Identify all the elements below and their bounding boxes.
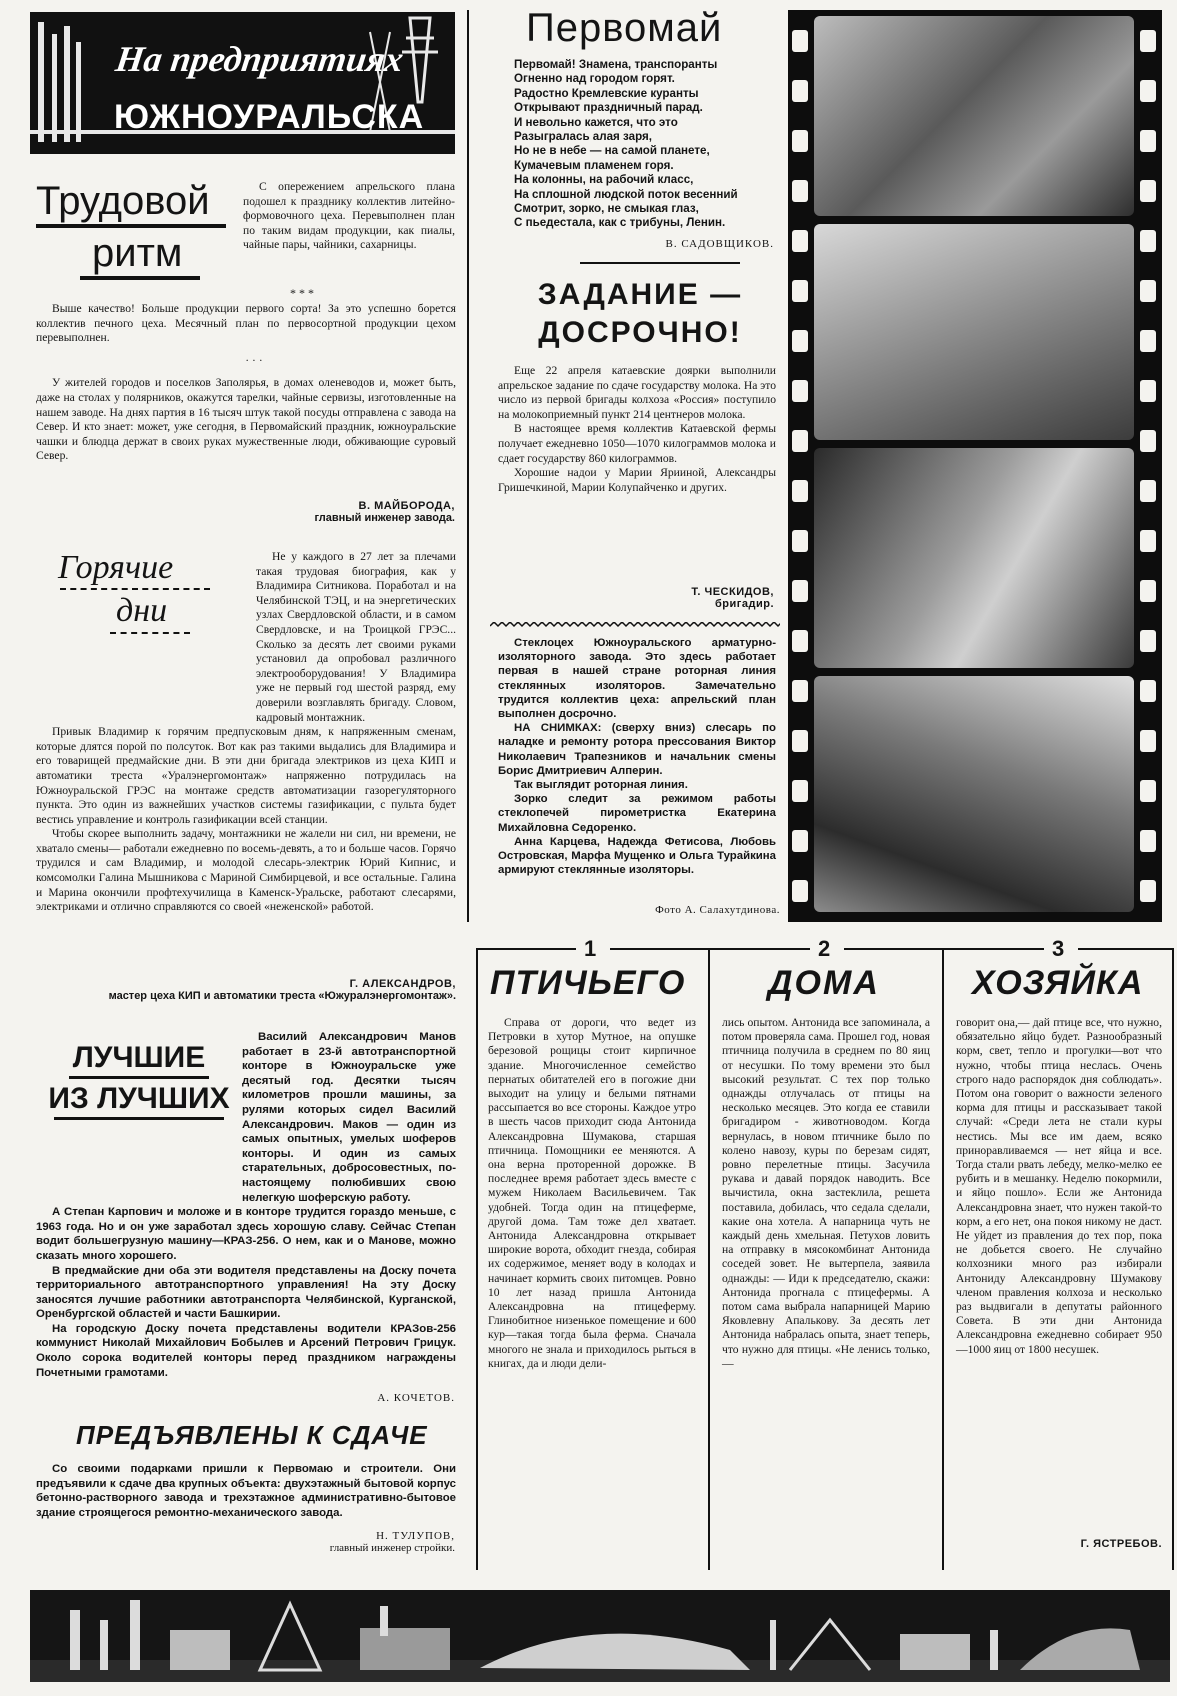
masthead-line1: На предприятиях: [113, 39, 406, 79]
poem-line: Но не в небе — на самой планете,: [514, 144, 710, 158]
trudovoy-author: [240, 500, 455, 524]
trudovoy-intro: С опережением апрельского плана подошел к празднику коллектив литейно-формовочного цеха. Перевыполнен план по таким видам продукции, как пиалы, чайные пары, чайники, сахарницы.: [243, 180, 455, 252]
column-rule: [467, 10, 469, 922]
zadanie-author: [560, 586, 774, 610]
poem-line: С пьедестала, как с трибуны, Ленин.: [514, 216, 726, 230]
luchshie-para-3: На городскую Доску почета представлены водители КРАЗов-256 коммунист Николай Михайлович Бобылев и Арсений Петрович Грицук. Около сорока водителей конторы перед праздником награждены Почетными грамотами.: [36, 1322, 456, 1379]
caption-para-2: Так выглядит роторная линия.: [514, 779, 688, 792]
trudovoy-body: [36, 302, 456, 464]
pervomay-title: Первомай: [526, 6, 723, 50]
ptichiy-head-1: ПТИЧЬЕГО: [490, 964, 686, 1002]
trudovoy-author-role: главный инженер завода.: [314, 512, 455, 524]
luchshie-title-line2: ИЗ ЛУЧШИХ: [48, 1082, 230, 1115]
poem-line: Открывают праздничный парад.: [514, 101, 703, 115]
ptichiy-col-3: говорит она,— дай птице все, что нужно, обязательно яйцо будет. Разнообразный корм, свет, тепло и прогулки—вот что нужно, чтобы птица неслась. Очень строго надо распорядок дня соблюдать». Потом она говорит о важности зеленого корма для птицы и рассказывает такой случай: «Среди лета не стали куры нестись. Мы все им даем, всяко приноравливаемся — нет яйца и все. Тогда стали рвать лебеду, мелко-мелко ее рубить и в мешанку. Неделю покормили, и яйцо пошло». Если же Антонида Александровна знает, что нужен такой-то корм, а его нет, она покоя никому не даст. Не уйдет из правления до тех пор, пока не добьется своего. Не случайно колхозники много раз избирали Антониду Александровну Шумакову членом правления колхоза и несколько раз выдвигали в депутаты районного Совета. В эти дни Антонида Александровна ежедневно собирает 950—1000 яиц от 1800 несушек.: [956, 1016, 1162, 1356]
caption-para-4: Анна Карцева, Надежда Фетисова, Любовь Островская, Марфа Мущенко и Ольга Турайкина армируют стеклянные изоляторы.: [498, 835, 776, 877]
photo-pyrometrist: [814, 448, 1134, 668]
trudovoy-stars: * * *: [290, 286, 314, 300]
trudovoy-title-line1: Трудовой: [36, 179, 210, 223]
poem-line: Кумачевым пламенем горя.: [514, 158, 674, 172]
industrial-landscape-icon: [30, 1590, 1170, 1682]
goryachie-author-role: мастер цеха КИП и автоматики треста «Южуралэнергомонтаж».: [108, 990, 456, 1002]
predyavleny-author-name: Н. ТУЛУПОВ,: [376, 1530, 455, 1542]
photo-repair-workers: [814, 16, 1134, 216]
goryachie-body: [36, 550, 456, 915]
goryachie-para-2: Чтобы скорее выполнить задачу, монтажники не жалели ни сил, ни времени, не хватало смены— работали ежедневно по восемь-девять, а то и больше часов. Горячо трудился и сам Владимир, и молодой слесарь-электрик Юрий Кипнис, и комсомолки Галина Мышникова с Мариной Симбирцевой, и все остальные. Галина и Марина окончили профтехучилища в Каменск-Уральске, работают слесарями, электриками и отлично справляются со своей «неженской» работой.: [36, 827, 456, 914]
ptichiy-num-3: 3: [1052, 936, 1065, 961]
ptichiy-box: [476, 932, 1174, 1572]
photo-credit: Фото А. Салахутдинова.: [655, 904, 780, 916]
poem-line: Первомай! Знамена, транспоранты: [514, 58, 718, 71]
predyavleny-title: ПРЕДЪЯВЛЕНЫ К СДАЧЕ: [76, 1420, 428, 1450]
zadanie-para-0: Еще 22 апреля катаевские доярки выполнили апрельское задание по сдаче государству молока. На это число из первой бригады колхоза «Россия» поступило на молокоприемный пункт 214 центнеров молока.: [498, 364, 776, 421]
masthead-line2: ЮЖНОУРАЛЬСКА: [114, 98, 425, 136]
poem-line: На сплошной людской поток весенний: [514, 187, 738, 201]
ptichiy-col-1: Справа от дороги, что ведет из Петровки в хутор Мутное, на опушке березовой рощицы стоит кирпичное здание. Многочисленное семейство пернатых обитателей его в погожие дни выходит на улицу и белыми пятнами рассыпается во все стороны. Каждое утро в шесть часов приходит сюда Антонида Александровна Шумакова, старшая птичница. Помощники ее меняются. А она верна проторенной дорожке. В последнее время работает здесь вместе с мужем Николаем Васильевичем. Так удобней. Тогда один на птицеферме, другой дома. Там тоже дел хватает. Антонида Александровна открывает широкие ворота, обходит гнезда, собирая их содержимое, меняет воду в колодах и начинает кормить своих питомцев. Ровно 10 лет назад пришла Антонида Александровна на птицеферму. Глинобитное низенькое помещение и 600 кур—такая тогда была ферма. Сначала многого не знала и приходилось рыться в книгах, да и люди дели-: [488, 1016, 696, 1370]
poem-line: На колонны, на рабочий класс,: [514, 173, 694, 187]
goryachie-author-name: Г. АЛЕКСАНДРОВ,: [349, 978, 456, 990]
ptichiy-col-2: лись опытом. Антонида все запоминала, а потом проверяла сама. Прошел год, новая птичница получила в среднем по 80 яиц от несушки. По тому времени это был высокий результат. С тех пор только однажды отлучалась от птицы на несколько месяцев. Это когда ее ставили бригадиром - животноводом. Когда вернулась, в новом птичнике было по колено навозу, куры по березам сидят, ровно перелетные птицы. Засучила рукава и давай порядок наводить. Все вычистила, окна застеклила, решета поставила, добилась, что седала сделали, какие она хотела. А напарница чуть не каждый день хмельная. Петухов ловить на отправку в мясокомбинат Антонида соседей зовет. Не вытерпела, заявила однажды: — Иди к председателю, скажи: Антонида прогнала с птицефермы. А потом сама выбрала напарницей Марию Яковлевну Апалькову. За десять лет Антонида набралась опыта, знает теперь, что нужно для птицы. «Не ленись только,—: [722, 1016, 930, 1370]
zigzag-divider: [490, 622, 780, 630]
trudovoy-author-name: В. МАЙБОРОДА,: [358, 500, 455, 512]
pervomay-poem: [514, 58, 782, 231]
luchshie-para-0: Василий Александрович Манов работает в 23-й автотранспортной конторе в Южноуральске уже десятый год. Десятки тысяч километров прошли машины, за рулями которых сидел Василий Александрович. Маков — один из самых опытных, умелых шоферов конторы. И один из самых старательных, добросовестных, по-настоящему полюбивших свою нелегкую шоферскую работу.: [242, 1031, 456, 1204]
photo-caption: [498, 636, 776, 877]
caption-para-3: Зорко следит за режимом работы стеклопечей пирометристка Екатерина Михайловна Седоренко.: [498, 793, 776, 834]
predyavleny-author: [240, 1530, 455, 1554]
zadanie-body: [498, 364, 776, 495]
zadanie-para-1: В настоящее время коллектив Катаевской фермы получает ежедневно 1050—1070 килограммов молока и сдает государству 860 килограммов.: [498, 422, 776, 465]
ptichiy-num-2: 2: [818, 936, 831, 961]
goryachie-para-0: Не у каждого в 27 лет за плечами такая трудовая биография, как у Владимира Ситникова. Поработал и на Челябинской ТЭЦ, и на энергетических узлах Свердловской области, и в самом Свердловске, и на Троицкой ГРЭС... Сколько за десять лет своими руками установил да опробовал различного электрооборудования! У Владимира уже не первый год шестой разряд, ему доверили возглавлять бригаду. Словом, кадровый монтажник.: [256, 550, 456, 724]
poem-line: И невольно кажется, что это: [514, 115, 678, 129]
goryachie-para-1: Привык Владимир к горячим предпусковым дням, к напряженным сменам, которые длятся порой по полсуток. Вот как раз такими выдались для Владимира и его товарищей предмайские дни. В эти дни бригада электриков из цеха КИП и автоматики треста «Уралэнергомонтаж» напряженно потрудилась на Южноуральской ГРЭС на монтаже средств автоматизации газорегуляторного пункта. Это один из важнейших участков системы газификации, с пульта будет вестись управление и контроль газификации всей станции.: [36, 725, 456, 826]
filmstrip: [788, 10, 1162, 922]
trudovoy-title: [36, 178, 232, 280]
pervomay-rule: [580, 262, 740, 264]
luchshie-title-line1: ЛУЧШИЕ: [72, 1041, 206, 1074]
zadanie-title: [520, 276, 760, 352]
predyavleny-para-0: Со своими подарками пришли к Первомаю и строители. Они предъявили к сдаче два крупных объекта: двухэтажный бытовой корпус бетонно-растворного завода и трехэтажное административно-бытовое здание строящегося ремонтно-механического завода.: [36, 1463, 456, 1519]
poem-line: Смотрит, зорко, не смыкая глаз,: [514, 202, 699, 216]
goryachie-author: [36, 978, 456, 1002]
predyavleny-author-role: главный инженер стройки.: [329, 1542, 455, 1554]
poem-line: Огненно над городом горят.: [514, 72, 675, 86]
predyavleny-body: [36, 1462, 456, 1520]
zadanie-para-2: Хорошие надои у Марии Ярииной, Александры Гришечкиной, Марии Колупайченко и других.: [498, 466, 776, 494]
trudovoy-para-1: Выше качество! Больше продукции первого сорта! За это успешно борется коллектив печного цеха. Месячный план по первосортной продукции цехом перевыполнен.: [36, 302, 456, 345]
ptichiy-head-2: ДОМА: [768, 964, 880, 1002]
zadanie-author-role: бригадир.: [715, 598, 774, 610]
zadanie-author-name: Т. ЧЕСКИДОВ,: [691, 586, 774, 598]
luchshie-body: [36, 1030, 456, 1380]
trudovoy-title-line2: ритм: [92, 231, 183, 275]
luchshie-author: А. КОЧЕТОВ.: [377, 1392, 455, 1404]
zadanie-title-line2: ДОСРОЧНО!: [538, 316, 742, 349]
bottom-banner: [30, 1590, 1170, 1682]
caption-para-0: Стеклоцех Южноуральского арматурно-изоляторного завода. Это здесь работает первая в нашей стране роторная линия стеклянных изоляторов. Замечательно трудится коллектив цеха: апрельский план выполнен досрочно.: [498, 637, 776, 721]
poem-line: Радостно Кремлевские куранты: [514, 86, 699, 100]
goryachie-title-line1: Горячие: [58, 549, 174, 586]
photo-rotary-line: [814, 224, 1134, 440]
ptichiy-num-1: 1: [584, 936, 597, 961]
masthead: [30, 12, 455, 154]
poem-line: Разыгралась алая заря,: [514, 130, 653, 144]
trudovoy-para-2: У жителей городов и поселков Заполярья, в домах оленеводов и, может быть, даже на столах у полярников, окажутся тарелки, чайные сервизы, изготовленные на нашем заводе. На днях партия в 16 тысяч штук такой посуды отправлена с завода на Север. И кто знает: может, уже сегодня, в Первомайский праздник, южноуральские чашки и блюдца держат в своих руках мужественные люди, обживающие суровый Север.: [36, 376, 456, 463]
ptichiy-head-3: ХОЗЯЙКА: [972, 964, 1144, 1002]
luchshie-para-1: А Степан Карпович и моложе и в конторе трудится гораздо меньше, с 1963 года. Но и он уже заработал здесь хорошую славу. Сейчас Степан водит большегрузную машину—КРАЗ-256. О нем, как и о Манове, можно сказать много хорошего.: [36, 1206, 456, 1262]
ptichiy-author: Г. ЯСТРЕБОВ.: [1080, 1538, 1162, 1550]
goryachie-title-line2: дни: [116, 592, 168, 629]
trudovoy-dots: · · ·: [245, 353, 263, 367]
pervomay-author: В. САДОВЩИКОВ.: [665, 238, 774, 250]
caption-para-1: НА СНИМКАХ: (сверху вниз) слесарь по наладке и ремонту ротора прессования Виктор Николаевич Трапезников и начальник смены Борис Дмитриевич Алперин.: [498, 722, 776, 777]
photo-insulator-workers: [814, 676, 1134, 912]
luchshie-para-2: В предмайские дни оба эти водителя представлены на Доску почета территориального автотранспортного управления! На эту Доску заносятся лучшие работники автотранспорта Челябинской, Курганской, Оренбургской областей и части Башкирии.: [36, 1264, 456, 1321]
zadanie-title-line1: ЗАДАНИЕ —: [537, 278, 743, 311]
